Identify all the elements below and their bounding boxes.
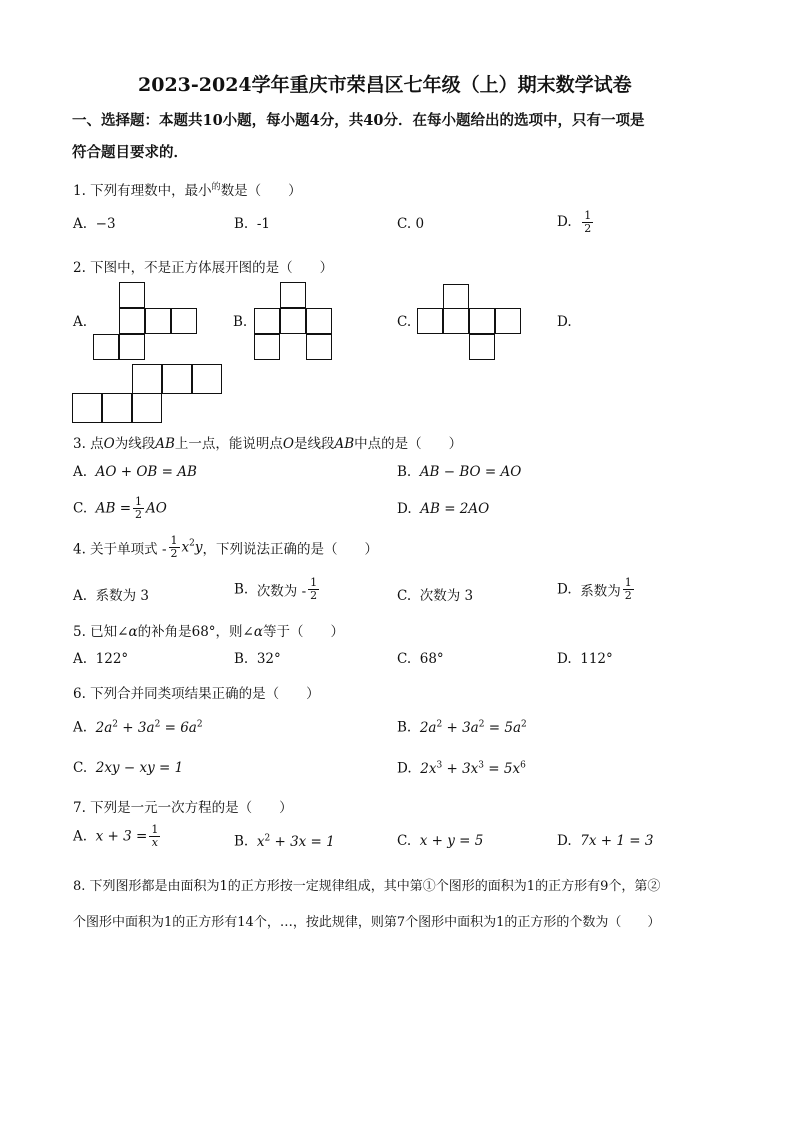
cube-net-c[interactable] xyxy=(417,284,523,364)
fraction: $\frac{1}{2}$ xyxy=(170,534,178,560)
question-3-option-b[interactable]: B. AB − BO = AO xyxy=(397,464,522,480)
question-8-stem: 8. 下列图形都是由面积为1的正方形按一定规律组成，其中第①个图形的面积为1的正方形有9个，第② xyxy=(73,879,661,894)
question-3-option-a[interactable]: A. AO + OB = AB xyxy=(73,464,197,480)
fraction: $\frac{1}{2}$ xyxy=(624,576,632,602)
question-2-stem: 2. 下图中，不是正方体展开图的是（ ） xyxy=(73,260,334,276)
cube-net-a[interactable] xyxy=(93,282,199,362)
question-4-option-b[interactable]: B. 次数为 - $\frac{1}{2}$ xyxy=(234,576,318,602)
question-7-option-c[interactable]: C. x + y = 5 xyxy=(397,833,484,849)
fraction: $\frac{1}{x}$ xyxy=(151,823,159,849)
question-1-option-c[interactable]: C. 0 xyxy=(397,216,425,232)
question-5-option-b[interactable]: B. 32° xyxy=(234,651,281,667)
question-4-option-c[interactable]: C. 次数为 3 xyxy=(397,588,474,604)
question-2-option-b-label[interactable]: B. xyxy=(233,314,248,330)
question-5-option-d[interactable]: D. 112° xyxy=(557,651,613,667)
question-5-option-a[interactable]: A. 122° xyxy=(73,651,129,667)
question-4-stem: 4. 关于单项式 - $\frac{1}{2}$ $x^2y$，下列说法正确的是（ ） xyxy=(73,534,379,560)
question-3-stem: 3. 点O为线段AB上一点，能说明点O是线段AB中点的是（ ） xyxy=(73,436,463,452)
question-4-option-a[interactable]: A. 系数为 3 xyxy=(73,588,150,604)
question-3-option-d[interactable]: D. AB = 2AO xyxy=(397,501,490,517)
section-heading-cont: 符合题目要求的． xyxy=(72,144,188,161)
question-7-option-b[interactable]: B. $x^2 + 3x = 1$ xyxy=(234,833,335,850)
cube-net-d[interactable] xyxy=(72,364,222,424)
question-1-option-d[interactable]: D. $\frac{1}{2}$ xyxy=(557,209,592,235)
question-6-option-b[interactable]: B. $2a^2 + 3a^2 = 5a^2$ xyxy=(397,719,527,736)
question-2-option-c-label[interactable]: C. xyxy=(397,314,412,330)
question-1-stem: 1. 下列有理数中，最小$^的$数是（ ） xyxy=(73,182,302,199)
question-6-option-a[interactable]: A. $2a^2 + 3a^2 = 6a^2$ xyxy=(73,719,203,736)
question-5-stem: 5. 已知∠α的补角是68°，则∠α等于（ ） xyxy=(73,624,344,640)
question-7-option-a[interactable]: A. x + 3 = $\frac{1}{x}$ xyxy=(73,823,159,849)
question-4-option-d[interactable]: D. 系数为 $\frac{1}{2}$ xyxy=(557,576,632,602)
question-2-option-a-label[interactable]: A. xyxy=(73,314,88,330)
section-heading: 一、选择题：本题共10小题，每小题4分，共40分．在每小题给出的选项中，只有一项是 xyxy=(72,112,645,129)
question-8-stem-cont: 个图形中面积为1的正方形有14个，…，按此规律，则第7个图形中面积为1的正方形的个数为（ ） xyxy=(73,915,661,930)
cube-net-b[interactable] xyxy=(254,282,334,362)
question-2-option-d-label[interactable]: D. xyxy=(557,314,572,330)
question-1-option-b[interactable]: B. -1 xyxy=(234,216,270,232)
question-6-option-c[interactable]: C. 2xy − xy = 1 xyxy=(73,760,184,776)
question-1-option-a[interactable]: A. −3 xyxy=(73,216,116,232)
fraction: $\frac{1}{2}$ xyxy=(135,495,143,521)
page-title: 2023-2024学年重庆市荣昌区七年级（上）期末数学试卷 xyxy=(138,74,632,96)
question-7-stem: 7. 下列是一元一次方程的是（ ） xyxy=(73,800,293,816)
fraction: $\frac{1}{2}$ xyxy=(584,209,592,235)
fraction: $\frac{1}{2}$ xyxy=(310,576,318,602)
question-6-stem: 6. 下列合并同类项结果正确的是（ ） xyxy=(73,686,320,702)
question-3-option-c[interactable]: C. AB = $\frac{1}{2}$ AO xyxy=(73,495,167,521)
question-5-option-c[interactable]: C. 68° xyxy=(397,651,444,667)
question-7-option-d[interactable]: D. 7x + 1 = 3 xyxy=(557,833,654,849)
question-6-option-d[interactable]: D. $2x^3 + 3x^3 = 5x^6$ xyxy=(397,760,526,777)
